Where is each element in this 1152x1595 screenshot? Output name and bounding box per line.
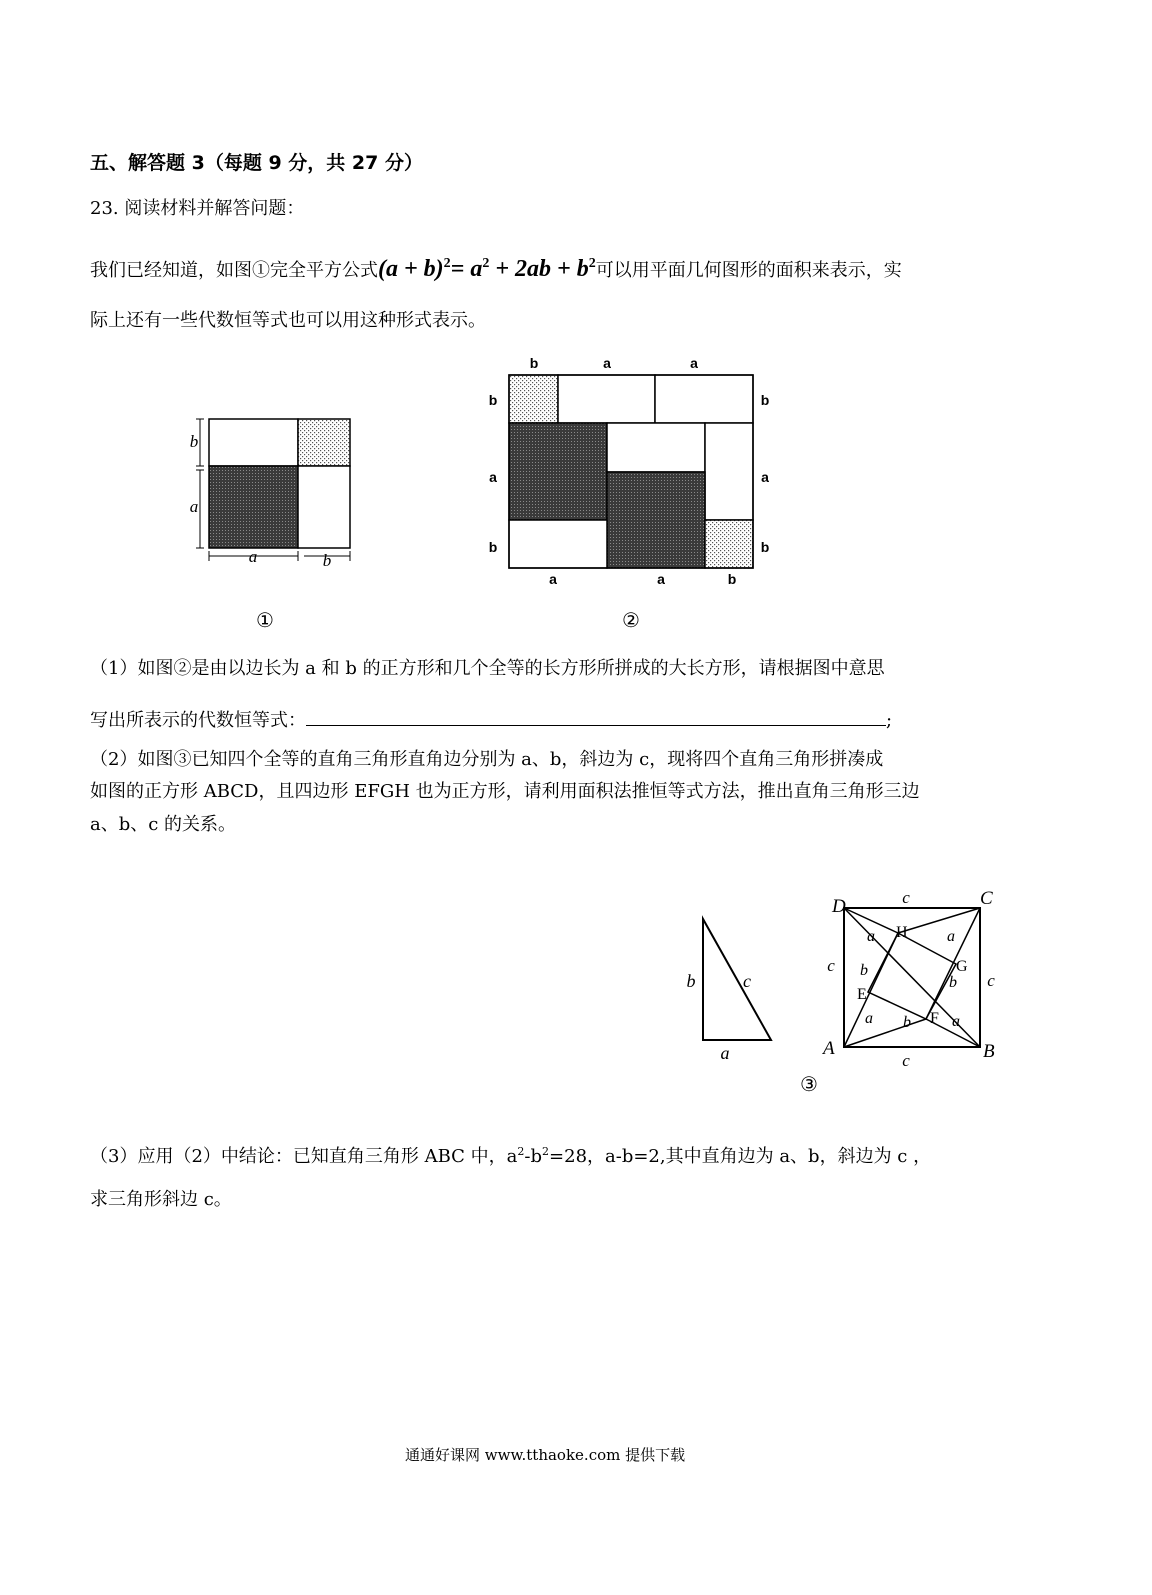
part2-line-2: 如图的正方形 ABCD，且四边形 EFGH 也为正方形，请利用面积法推恒等式方法，推出直角三角形三边	[90, 781, 920, 802]
part3-line-2: 求三角形斜边 c。	[90, 1189, 232, 1210]
point-e: E	[857, 986, 867, 1003]
intro-line-2: 际上还有一些代数恒等式也可以用这种形式表示。	[90, 310, 486, 331]
fig2-bottom-label-a1: a	[549, 571, 557, 587]
side-left-c: c	[827, 956, 835, 975]
fig2-bottom-label-a2: a	[657, 571, 665, 587]
fig2-small-square-bottom	[705, 520, 753, 568]
part1-line-2: 写出所表示的代数恒等式： ;	[90, 707, 892, 733]
footer: 通通好课网 www.tthaoke.com 提供下载	[405, 1446, 686, 1464]
vertex-b: B	[983, 1041, 995, 1062]
figure-3-square	[812, 880, 1017, 1070]
fig2-right-label-b2: b	[760, 539, 770, 555]
fig2-top-label-a1: a	[603, 355, 611, 371]
triangle-label-a: a	[720, 1043, 730, 1063]
part2-line-3: a、b、c 的关系。	[90, 814, 237, 835]
fig1-label-a-left: a	[189, 497, 199, 516]
fig2-small-square-top	[509, 375, 558, 423]
fig2-top-label-a2: a	[690, 355, 698, 371]
inner-a-2: a	[947, 928, 955, 945]
side-right-c: c	[987, 971, 995, 990]
inner-b-2: b	[949, 974, 957, 991]
point-g: G	[956, 958, 968, 975]
fig2-rect-top-2	[655, 375, 753, 423]
fig2-big-square-1	[509, 423, 607, 520]
section-heading: 五、解答题 3（每题 9 分，共 27 分）	[90, 152, 423, 174]
fig2-rect-right	[705, 423, 753, 520]
intro-line-1-post: 可以用平面几何图形的面积来表示，实	[595, 260, 902, 281]
inner-b-1: b	[860, 962, 868, 979]
figure-1	[180, 410, 370, 580]
fig1-small-square	[298, 419, 350, 466]
inner-a-3: a	[865, 1010, 873, 1027]
fig2-rect-top-1	[558, 375, 655, 423]
figure-1-caption: ①	[256, 610, 274, 632]
intro-line-1	[90, 252, 902, 283]
right-triangle	[703, 919, 771, 1040]
vertex-c: C	[980, 888, 993, 909]
answer-blank[interactable]	[306, 707, 886, 726]
question-title: 23. 阅读材料并解答问题：	[90, 198, 305, 219]
inner-a-1: a	[867, 928, 875, 945]
figure-2-caption: ②	[622, 610, 640, 632]
fig1-rect-right	[298, 466, 350, 548]
side-bottom-c: c	[902, 1051, 910, 1070]
fig1-rect-top	[209, 419, 298, 466]
fig2-big-square-2	[607, 472, 705, 568]
inner-a-4: a	[952, 1013, 960, 1030]
triangle-label-b: b	[686, 971, 696, 991]
fig2-top-label-b: b	[529, 355, 539, 371]
fig1-label-a-bottom: a	[248, 547, 258, 566]
fig2-right-label-a: a	[761, 469, 769, 485]
fig2-right-label-b1: b	[760, 392, 770, 408]
point-f: F	[930, 1010, 939, 1027]
intro-line-1-pre: 我们已经知道，如图①完全平方公式	[90, 260, 378, 281]
side-top-c: c	[902, 888, 910, 907]
fig2-rect-bottom	[509, 520, 607, 568]
vertex-a: A	[823, 1038, 835, 1059]
inner-b-3: b	[903, 1014, 911, 1031]
triangle-label-c: c	[743, 971, 751, 991]
vertex-d: D	[832, 896, 846, 917]
fig1-big-square	[209, 466, 298, 548]
part3-line-1: （3）应用（2）中结论：已知直角三角形 ABC 中，$a^2-b^2=28$，a-b=2,其中直角边为 a、b，斜边为 c ，	[90, 1145, 932, 1167]
fig1-label-b-bottom: b	[322, 551, 332, 570]
figure-3-caption: ③	[800, 1074, 818, 1096]
part2-line-1: （2）如图③已知四个全等的直角三角形直角边分别为 a、b，斜边为 c，现将四个直角三角形拼凑成	[90, 749, 884, 770]
fig2-left-label-b2: b	[488, 539, 498, 555]
part1-line-1: （1）如图②是由以边长为 a 和 b 的正方形和几个全等的长方形所拼成的大长方形，请根据图中意思	[90, 658, 885, 679]
fig2-rect-mid	[607, 423, 705, 472]
figure-3-triangle	[670, 905, 790, 1070]
fig2-left-label-b1: b	[488, 392, 498, 408]
fig2-left-label-a: a	[489, 469, 497, 485]
figure-2	[478, 348, 788, 593]
point-h: H	[896, 924, 908, 941]
square-formula: $(a + b)^2= a^2 + 2ab + b^2$	[378, 256, 596, 282]
fig1-label-b-left: b	[189, 432, 199, 451]
fig2-bottom-label-b: b	[727, 571, 737, 587]
